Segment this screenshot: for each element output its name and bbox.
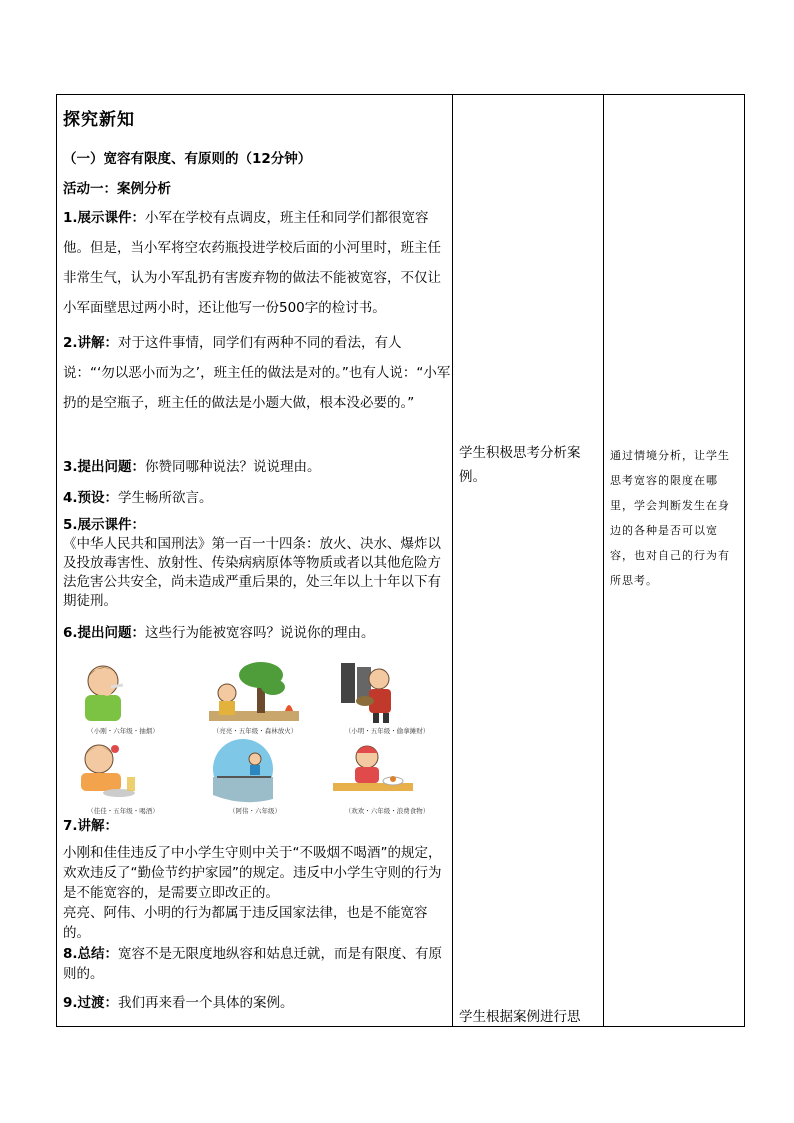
illustration-caption: （阿伟・六年级） [229, 807, 281, 815]
illustration-caption: （亮亮・五年级・森林放火） [212, 727, 298, 735]
step-text: 小军在学校有点调皮，班主任和同学们都很宽容他。但是，当小军将空农药瓶投进学校后面的小河里时，班主任非常生气，认为小军乱扔有害废弃物的做法不能被宽容，不仅让小军面壁思过两小时，还让他写一份500字的检讨书。 [63, 210, 441, 316]
illustration-caption: （小明・五年级・偷拿摊财） [344, 727, 430, 735]
step-text: 这些行为能被宽容吗？说说你的理由。 [145, 625, 375, 641]
activity-title: 活动一：案例分析 [63, 181, 171, 197]
step-text: 对于这件事情，同学们有两种不同的看法，有人说：“‘勿以恶小而为之’，班主任的做法是对的。”也有人说：“小军扔的是空瓶子，班主任的做法是小题大做，根本没必要的。” [63, 335, 451, 411]
column-divider [603, 95, 604, 1026]
case-illustrations [63, 657, 451, 815]
stealing-boy-icon [327, 657, 447, 735]
illustration-caption: （欢欢・六年级・浪费食物） [344, 807, 430, 815]
step-8 [63, 944, 451, 984]
step-9 [63, 993, 451, 1013]
section-title: 探究新知 [63, 110, 135, 130]
design-intent: 通过情境分析，让学生思考宽容的限度在哪里，学会判断发生在身边的各种是否可以宽容，也对自己的行为有所思考。 [610, 449, 730, 587]
step-label: 6.提出问题： [63, 625, 146, 641]
illustration-1 [63, 657, 183, 735]
illustration-caption: （小刚・六年级・抽烟） [87, 727, 159, 735]
step-6 [63, 618, 451, 648]
illustration-caption: （佳佳・五年级・喝酒） [87, 807, 159, 815]
step-label: 9.过渡： [63, 995, 119, 1011]
step-5 [63, 516, 451, 611]
boy-at-pond-icon [195, 737, 315, 815]
step-label: 4.预设： [63, 490, 119, 506]
illustration-6 [327, 737, 447, 815]
student-activity-1: 学生积极思考分析案例。 [459, 445, 581, 485]
step-text: 宽容不是无限度地纵容和姑息迁就，而是有限度、有原则的。 [63, 946, 443, 982]
forest-fire-icon [195, 657, 315, 735]
step-label: 5.展示课件： [63, 517, 146, 533]
step-4 [63, 483, 451, 513]
step-7-para-1: 小刚和佳佳违反了中小学生守则中关于“不吸烟不喝酒”的规定，欢欢违反了“勤俭节约护家园”的规定。违反中小学生守则的行为是不能宽容的，是需要立即改正的。 [63, 845, 442, 901]
step-label: 1.展示课件： [63, 210, 146, 226]
illustration-4 [63, 737, 183, 815]
step-label: 7.讲解： [63, 818, 119, 834]
step-1 [63, 203, 451, 323]
step-label: 2.讲解： [63, 335, 119, 351]
step-text: 《中华人民共和国刑法》第一百一十四条：放火、决水、爆炸以及投放毒害性、放射性、传染病病原体等物质或者以其他危险方法危害公共安全，尚未造成严重后果的，处三年以上十年以下有期徒刑。 [63, 536, 441, 609]
step-7 [63, 815, 451, 837]
wasting-food-icon [327, 737, 447, 815]
smoking-boy-icon [63, 657, 183, 735]
drinking-girl-icon [63, 737, 183, 815]
step-text: 你赞同哪种说法？说说理由。 [145, 459, 321, 475]
illustration-5 [195, 737, 315, 815]
step-label: 3.提出问题： [63, 459, 146, 475]
subsection-title: （一）宽容有限度、有原则的（12分钟） [63, 151, 312, 167]
illustration-3 [327, 657, 447, 735]
step-3 [63, 452, 451, 482]
lesson-table [56, 94, 745, 1027]
step-7-para-2: 亮亮、阿伟、小明的行为都属于违反国家法律，也是不能宽容的。 [63, 905, 428, 941]
step-text: 学生畅所欲言。 [118, 490, 213, 506]
step-2 [63, 328, 451, 418]
step-label: 8.总结： [63, 946, 119, 962]
student-activity-2: 学生根据案例进行思 [459, 1009, 581, 1025]
column-divider [452, 95, 453, 1026]
illustration-2 [195, 657, 315, 735]
step-text: 我们再来看一个具体的案例。 [118, 995, 294, 1011]
